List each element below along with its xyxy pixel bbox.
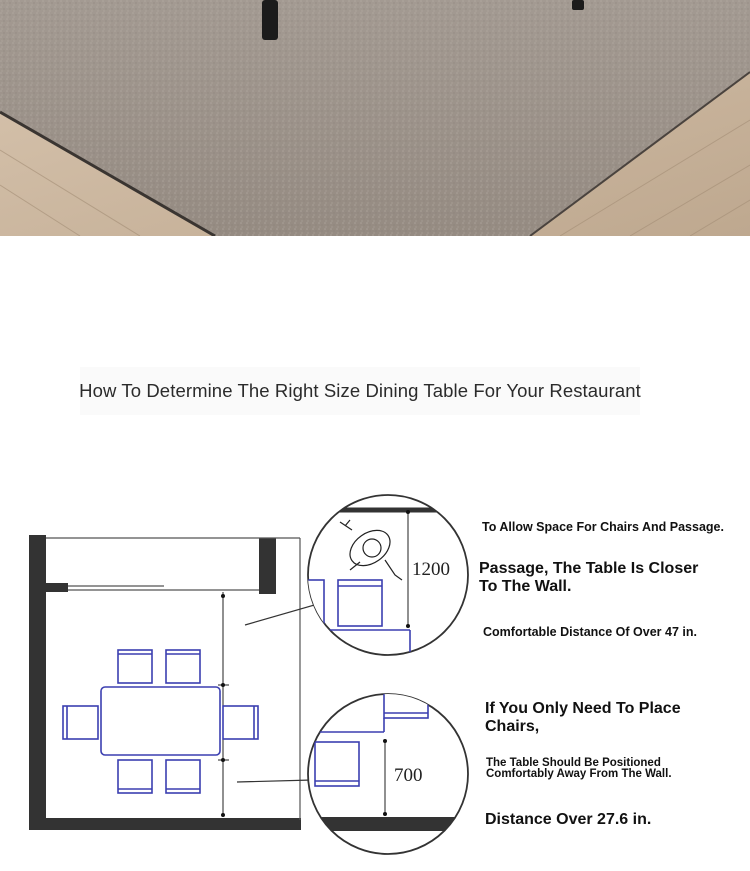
chair-right xyxy=(223,706,258,739)
dim-dot xyxy=(221,683,225,687)
note-upper-detail: Comfortable Distance Of Over 47 in. xyxy=(483,625,697,639)
dining-set xyxy=(63,650,258,793)
note-upper-line2: To The Wall. xyxy=(479,578,572,595)
room-walls xyxy=(29,535,301,830)
wall-stub xyxy=(46,583,68,592)
upper-detail-circle xyxy=(290,495,470,660)
wall-left xyxy=(29,535,46,830)
chair-leg-left xyxy=(262,0,278,40)
note-lower-detail1: The Table Should Be Positioned xyxy=(486,757,661,769)
note-upper-intro: To Allow Space For Chairs And Passage. xyxy=(482,520,724,534)
note-lower-detail2: Comfortably Away From The Wall. xyxy=(486,768,672,780)
dim-dot xyxy=(221,813,225,817)
callout-pointers xyxy=(237,585,318,782)
chair-bottom-left xyxy=(118,760,152,793)
dim-dot xyxy=(221,594,225,598)
chair-left xyxy=(63,706,98,739)
note-lower-line1: If You Only Need To Place xyxy=(485,700,681,717)
dim-dot xyxy=(221,758,225,762)
carpet-photo xyxy=(0,0,750,236)
wall-pillar xyxy=(259,538,276,594)
note-upper-line1: Passage, The Table Is Closer xyxy=(479,560,699,577)
note-lower-line2: Chairs, xyxy=(485,718,540,735)
page-heading: How To Determine The Right Size Dining Table For Your Restaurant xyxy=(80,367,640,415)
lower-detail-circle xyxy=(300,690,480,854)
chair-top-left xyxy=(118,650,152,683)
dimension-1200: 1200 xyxy=(412,559,450,580)
dimension-700: 700 xyxy=(394,765,423,786)
wall-bottom xyxy=(29,818,301,830)
chair-bottom-right xyxy=(166,760,200,793)
chair-leg-right xyxy=(572,0,584,10)
chair-top-right xyxy=(166,650,200,683)
note-lower-distance: Distance Over 27.6 in. xyxy=(485,811,652,828)
dining-table xyxy=(101,687,220,755)
